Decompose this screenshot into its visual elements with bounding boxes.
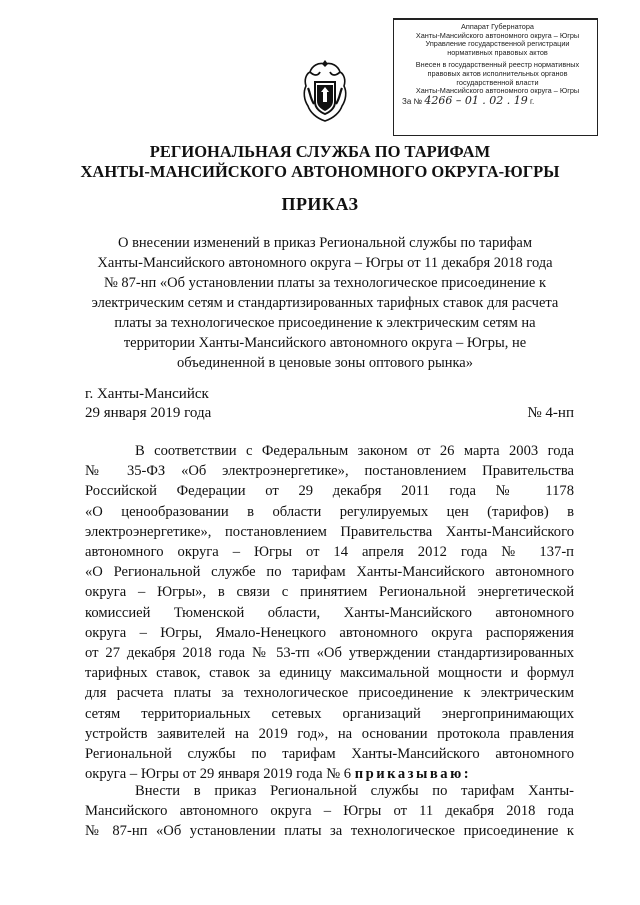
- body-line: электроэнергетике», постановлением Правительства Ханты-Мансийского: [85, 523, 574, 540]
- body-line: «О Региональной службе по тарифам Ханты-Мансийского автономного: [85, 564, 574, 581]
- stamp-line: Внесен в государственный реестр нормативных: [415, 61, 580, 70]
- subject-line: О внесении изменений в приказ Региональной службы по тарифам: [117, 235, 533, 251]
- body-line: Внести в приказ Региональной службы по тарифам Ханты-: [135, 783, 574, 799]
- order-number: № 4-нп: [527, 405, 574, 421]
- stamp-reg-suffix: г.: [530, 96, 535, 106]
- agency-title-line2: ХАНТЫ-МАНСИЙСКОГО АВТОНОМНОГО ОКРУГА-ЮГРЫ: [80, 162, 560, 181]
- subject-line: Ханты-Мансийского автономного округа – Югры от 11 декабря 2018 года: [97, 255, 553, 271]
- subject-line: платы за технологическое присоединение к электрическим сетям на: [114, 315, 536, 331]
- issue-date: 29 января 2019 года: [85, 405, 212, 421]
- document-type-title: ПРИКАЗ: [281, 194, 359, 214]
- stamp-line: правовых актов исполнительных органов: [427, 69, 568, 78]
- stamp-reg-prefix: За №: [402, 96, 423, 106]
- coat-of-arms-icon: [300, 58, 350, 124]
- body-paragraph-1: [85, 441, 574, 784]
- stamp-line: Ханты-Мансийского автономного округа – Югры: [415, 87, 580, 96]
- body-line-text: округа – Югры от 29 января 2019 года № 6: [85, 766, 352, 783]
- body-line: сетям территориальных сетевых организаций энергопринимающих: [85, 705, 574, 722]
- body-line: Мансийского автономного округа – Югры от 11 декабря 2018 года: [85, 803, 574, 820]
- stamp-line: Управление государственной регистрации: [425, 40, 570, 49]
- stamp-line: нормативных правовых актов: [447, 48, 548, 57]
- body-line: Региональной службы по тарифам Ханты-Мансийского автономного: [85, 746, 574, 763]
- issue-city: г. Ханты-Мансийск: [85, 386, 209, 402]
- body-line: тарифных ставок, ставок за единицу максимальной мощности и формул: [85, 665, 574, 682]
- body-line: № 35-ФЗ «Об электроэнергетике», постановлением Правительства: [85, 463, 574, 480]
- subject-line: электрическим сетям и стандартизированных тарифных ставок для расчета: [91, 295, 559, 311]
- body-line: автономного округа – Югры от 14 апреля 2012 года № 137-п: [85, 544, 574, 561]
- subject-line: № 87-нп «Об установлении платы за технологическое присоединение к: [103, 275, 547, 291]
- stamp-line: государственной власти: [456, 78, 539, 87]
- stamp-line: Аппарат Губернатора: [461, 23, 534, 31]
- stamp-reg-handwritten: 4266 – 01 . 02 . 19: [424, 93, 528, 107]
- agency-title-line1: РЕГИОНАЛЬНАЯ СЛУЖБА ПО ТАРИФАМ: [149, 142, 491, 161]
- subject-line: территории Ханты-Мансийского автономного округа – Югры, не: [123, 335, 527, 351]
- body-line: устройств заявителей на 2019 год», на основании протокола правления: [85, 725, 574, 742]
- body-line: № 87-нп «Об установлении платы за технологическое присоединение к: [85, 823, 574, 840]
- stamp-line: Ханты-Мансийского автономного округа – Югры: [415, 31, 580, 40]
- body-line: от 27 декабря 2018 года № 53-тп «Об утверждении стандартизированных: [85, 645, 574, 662]
- body-line: Российской Федерации от 29 декабря 2011 года № 1178: [85, 483, 574, 500]
- order-subject: [90, 233, 560, 373]
- body-line: округа – Югры, Ямало-Ненецкого автономного округа распоряжения: [85, 624, 574, 641]
- body-paragraph-2: [85, 781, 574, 842]
- body-line: комиссией Тюменской области, Ханты-Мансийского автономного: [85, 604, 574, 621]
- body-line: округа – Югры», в связи с принятием Региональной энергетической: [85, 584, 574, 601]
- body-line: для расчета платы за технологическое присоединение к электрическим: [85, 685, 574, 702]
- body-line: «О ценообразовании в области регулируемых цен (тарифов) в: [85, 503, 574, 520]
- stamp-registration-number: [402, 93, 593, 107]
- body-line: В соответствии с Федеральным законом от 26 марта 2003 года: [135, 443, 574, 459]
- subject-line: объединенной в ценовые зоны оптового рынка»: [177, 355, 473, 371]
- order-command: приказываю:: [354, 766, 472, 783]
- registration-stamp: [393, 18, 598, 136]
